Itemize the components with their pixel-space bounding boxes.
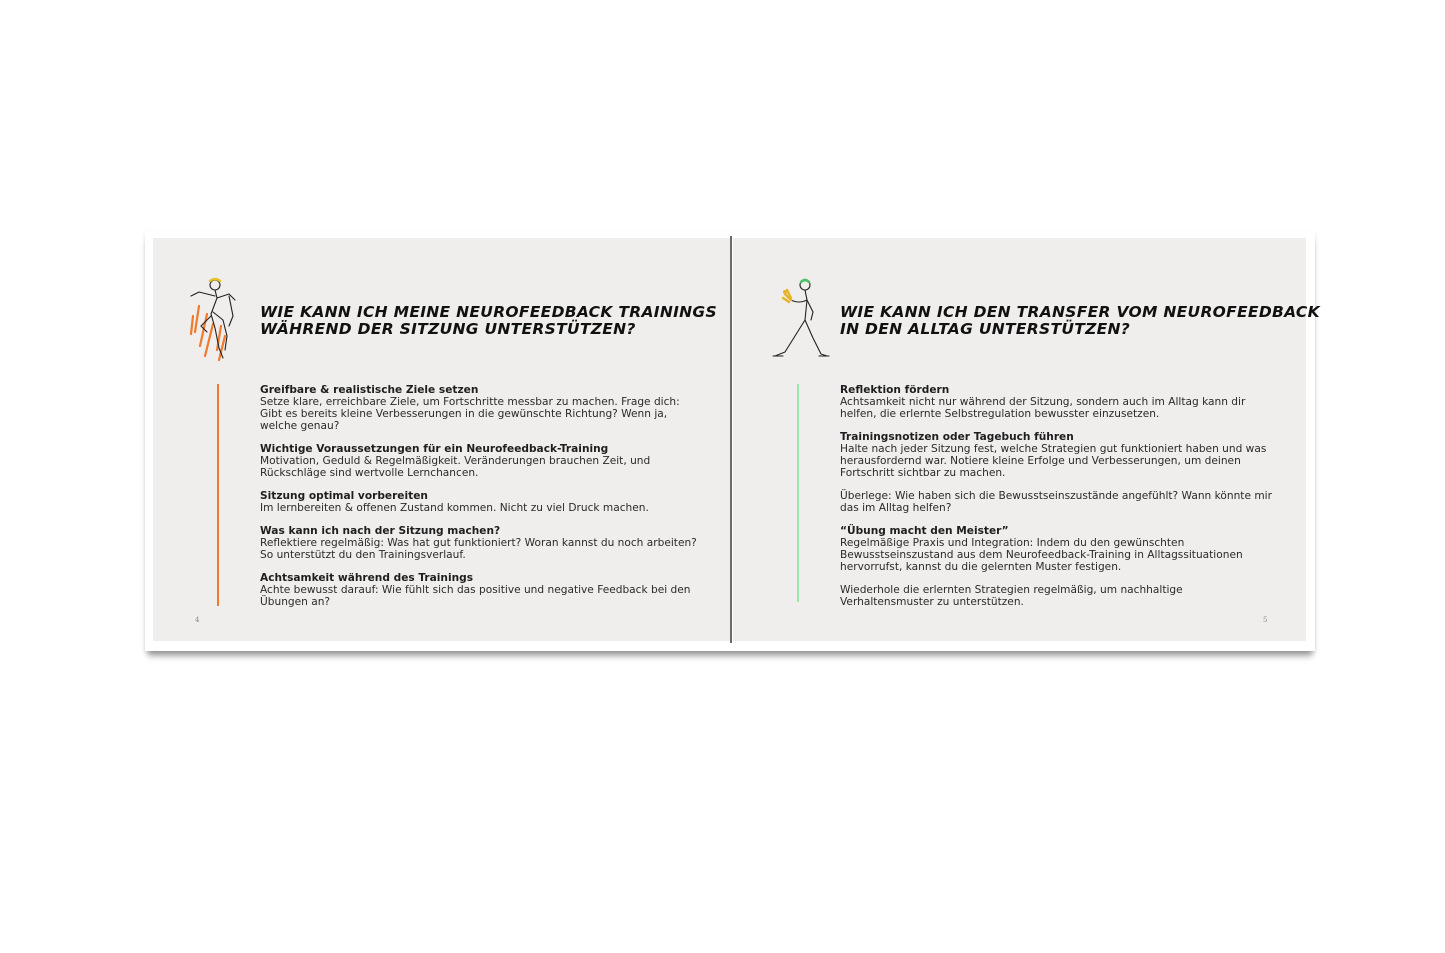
- section-title: Achtsamkeit während des Trainings: [260, 572, 474, 584]
- section: [260, 525, 700, 561]
- section: [840, 525, 1278, 573]
- section-body: Im lernbereiten & offenen Zustand kommen. Nicht zu viel Druck machen.: [260, 502, 649, 514]
- heading-line: WIE KANN ICH MEINE NEUROFEEDBACK TRAININGS: [260, 303, 717, 321]
- walking-figure-with-flowers-illustration: [769, 276, 835, 362]
- section: [260, 490, 700, 514]
- section: [840, 431, 1278, 479]
- section-body: Reflektiere regelmäßig: Was hat gut funktioniert? Woran kannst du noch arbeiten? So unterstützt du den Trainingsverlauf.: [260, 537, 697, 561]
- section-body: Motivation, Geduld & Regelmäßigkeit. Veränderungen brauchen Zeit, und Rückschläge sind wertvolle Lernchancen.: [260, 455, 651, 479]
- page-number: 4: [195, 616, 200, 624]
- heading-line: WIE KANN ICH DEN TRANSFER VOM NEUROFEEDBACK: [840, 303, 1320, 321]
- right-page-content: [840, 384, 1278, 619]
- left-page: [153, 238, 731, 641]
- right-page-heading: [840, 304, 1320, 338]
- spine-fold: [730, 236, 732, 643]
- left-page-content: [260, 384, 700, 619]
- left-page-heading: [260, 304, 717, 338]
- section: [840, 490, 1278, 514]
- section-body: Halte nach jeder Sitzung fest, welche Strategien gut funktioniert haben und was herausfordernd war. Notiere kleine Erfolge und Verbesserungen, um deinen Fortschritt sichtbar zu machen.: [840, 443, 1267, 479]
- section-body: Achtsamkeit nicht nur während der Sitzung, sondern auch im Alltag kann dir helfen, die erlernte Selbstregulation bewusster einzusetzen.: [840, 396, 1246, 420]
- section-title: Greifbare & realistische Ziele setzen: [260, 384, 479, 396]
- accent-rule-orange: [217, 384, 219, 606]
- section: [840, 384, 1278, 420]
- right-page: [733, 238, 1320, 641]
- section-title: Sitzung optimal vorbereiten: [260, 490, 428, 502]
- section-title: Wichtige Voraussetzungen für ein Neurofeedback-Training: [260, 443, 609, 455]
- section: [260, 384, 700, 432]
- section-title: Trainingsnotizen oder Tagebuch führen: [840, 431, 1074, 443]
- booklet-spread: [145, 231, 1320, 651]
- heading-line: WÄHREND DER SITZUNG UNTERSTÜTZEN?: [260, 320, 636, 338]
- section: [260, 443, 700, 479]
- section-body: Setze klare, erreichbare Ziele, um Fortschritte messbar zu machen. Frage dich: Gibt es bereits kleine Verbesserungen in die gewünschte Richtung? Wenn ja, welche genau?: [260, 396, 680, 432]
- section-title: “Übung macht den Meister”: [840, 525, 1009, 537]
- heading-line: IN DEN ALLTAG UNTERSTÜTZEN?: [840, 320, 1131, 338]
- section-body: Regelmäßige Praxis und Integration: Indem du den gewünschten Bewusstseinszustand aus dem Neurofeedback-Training in Alltagssituationen hervorrufst, kannst du die gelernten Muster festigen.: [840, 537, 1243, 573]
- accent-rule-green: [797, 384, 799, 602]
- section-title: Was kann ich nach der Sitzung machen?: [260, 525, 501, 537]
- section-title: Reflektion fördern: [840, 384, 950, 396]
- section: [260, 572, 700, 608]
- section-body: Wiederhole die erlernten Strategien regelmäßig, um nachhaltige Verhaltensmuster zu unterstützen.: [840, 584, 1183, 608]
- page-number: 5: [1263, 616, 1268, 624]
- section-body: Achte bewusst darauf: Wie fühlt sich das positive und negative Feedback bei den Übungen an?: [260, 584, 691, 608]
- kicking-figure-illustration: [185, 276, 241, 362]
- section: [840, 584, 1278, 608]
- section-body: Überlege: Wie haben sich die Bewusstseinszustände angefühlt? Wann könnte mir das im Alltag helfen?: [840, 490, 1272, 514]
